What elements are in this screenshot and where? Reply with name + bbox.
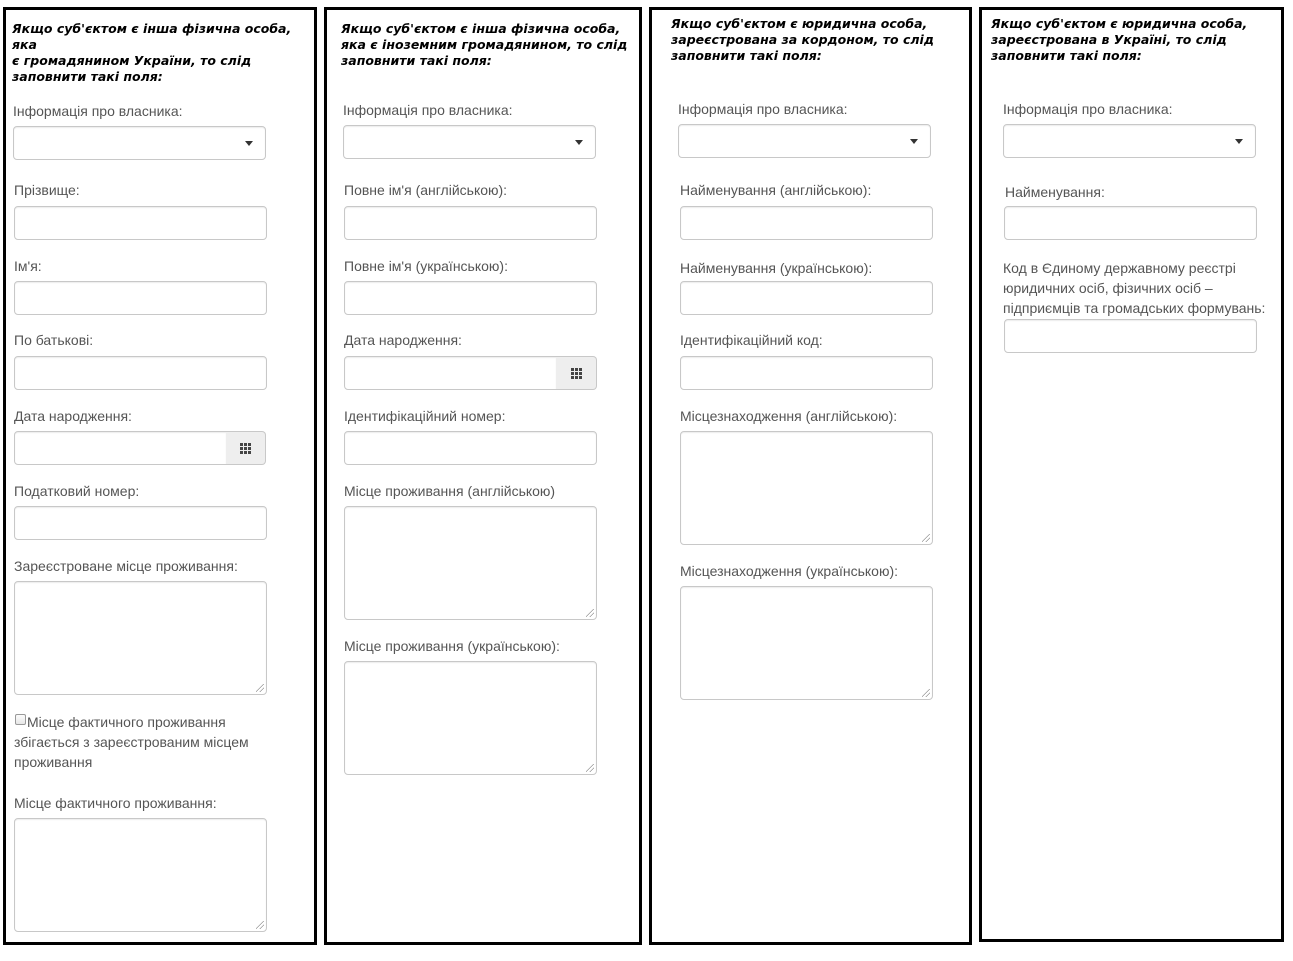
name-label: Найменування: — [1005, 184, 1105, 200]
name-uk-input[interactable] — [680, 281, 933, 315]
panel-heading: Якщо суб'єктом є інша фізична особа, яка є іноземним громадянином, то слід заповнити такі поля: — [341, 21, 628, 68]
edr-code-label: Код в Єдиному державному реєстрі юридичних осіб, фізичних осіб – підприємців та громадських формувань: — [1003, 260, 1266, 316]
location-uk-label: Місцезнаходження (українською): — [680, 563, 899, 579]
panel-foreign-citizen — [324, 7, 642, 945]
date-picker-button[interactable] — [226, 431, 266, 465]
panel-heading: Якщо суб'єктом є інша фізична особа, яка є громадянином України, то слід заповнити такі поля: — [12, 21, 292, 84]
id-code-label: Ідентифікаційний код: — [680, 332, 823, 348]
panel-foreign-legal-entity — [649, 7, 972, 945]
birth-date-label: Дата народження: — [14, 408, 132, 424]
full-name-en-label: Повне ім'я (англійською): — [344, 182, 508, 198]
name-input[interactable] — [1004, 206, 1257, 240]
birth-date-label: Дата народження: — [344, 332, 462, 348]
id-number-input[interactable] — [344, 431, 597, 465]
id-number-label: Ідентифікаційний номер: — [344, 408, 506, 424]
calendar-grid-icon — [240, 443, 251, 454]
owner-info-label: Інформація про власника: — [13, 103, 183, 119]
tax-number-label: Податковий номер: — [14, 483, 140, 499]
registered-address-textarea[interactable] — [14, 581, 267, 695]
name-en-label: Найменування (англійською): — [680, 182, 872, 198]
name-en-input[interactable] — [680, 206, 933, 240]
chevron-down-icon — [1235, 139, 1243, 144]
location-en-label: Місцезнаходження (англійською): — [680, 408, 898, 424]
patronymic-label: По батькові: — [14, 332, 94, 348]
full-name-uk-label: Повне ім'я (українською): — [344, 258, 508, 274]
resize-grip-icon[interactable] — [586, 764, 594, 772]
date-picker-button[interactable] — [556, 356, 597, 390]
actual-address-label: Місце фактичного проживання: — [14, 795, 217, 811]
name-input[interactable] — [14, 281, 267, 315]
calendar-grid-icon — [571, 368, 582, 379]
resize-grip-icon[interactable] — [256, 921, 264, 929]
birth-date-input[interactable] — [14, 431, 227, 465]
panel-ukrainian-legal-entity — [979, 7, 1284, 942]
chevron-down-icon — [910, 139, 918, 144]
resize-grip-icon[interactable] — [922, 689, 930, 697]
patronymic-input[interactable] — [14, 356, 267, 390]
tax-number-input[interactable] — [14, 506, 267, 540]
owner-info-select[interactable] — [13, 126, 266, 160]
surname-input[interactable] — [14, 206, 267, 240]
owner-info-select[interactable] — [1003, 124, 1256, 158]
owner-info-label: Інформація про власника: — [678, 101, 848, 117]
surname-label: Прізвище: — [14, 182, 80, 198]
name-label: Ім'я: — [14, 258, 42, 274]
same-address-checkbox[interactable] — [15, 714, 26, 725]
edr-code-input[interactable] — [1004, 319, 1257, 353]
resize-grip-icon[interactable] — [256, 684, 264, 692]
owner-info-label: Інформація про власника: — [1003, 101, 1173, 117]
residence-uk-label: Місце проживання (українською): — [344, 638, 560, 654]
resize-grip-icon[interactable] — [586, 609, 594, 617]
chevron-down-icon — [575, 140, 583, 145]
panel-ukrainian-citizen — [3, 7, 317, 945]
panel-heading: Якщо суб'єктом є юридична особа, зареєстрована за кордоном, то слід заповнити такі поля: — [671, 16, 934, 63]
chevron-down-icon — [245, 141, 253, 146]
id-code-input[interactable] — [680, 356, 933, 390]
location-uk-textarea[interactable] — [680, 586, 933, 700]
full-name-en-input[interactable] — [344, 206, 597, 240]
birth-date-input[interactable] — [344, 356, 557, 390]
full-name-uk-input[interactable] — [344, 281, 597, 315]
residence-en-textarea[interactable] — [344, 506, 597, 620]
name-uk-label: Найменування (українською): — [680, 260, 873, 276]
location-en-textarea[interactable] — [680, 431, 933, 545]
same-address-label: Місце фактичного проживання — [27, 714, 226, 730]
resize-grip-icon[interactable] — [922, 534, 930, 542]
panel-heading: Якщо суб'єктом є юридична особа, зареєстрована в Україні, то слід заповнити такі поля: — [991, 16, 1248, 63]
owner-info-select[interactable] — [343, 125, 596, 159]
residence-uk-textarea[interactable] — [344, 661, 597, 775]
residence-en-label: Місце проживання (англійською) — [344, 483, 556, 499]
registered-address-label: Зареєстроване місце проживання: — [14, 558, 238, 574]
owner-info-label: Інформація про власника: — [343, 102, 513, 118]
actual-address-textarea[interactable] — [14, 818, 267, 932]
same-address-label-cont: збігається з зареєстрованим місцем проживання — [14, 734, 249, 770]
owner-info-select[interactable] — [678, 124, 931, 158]
